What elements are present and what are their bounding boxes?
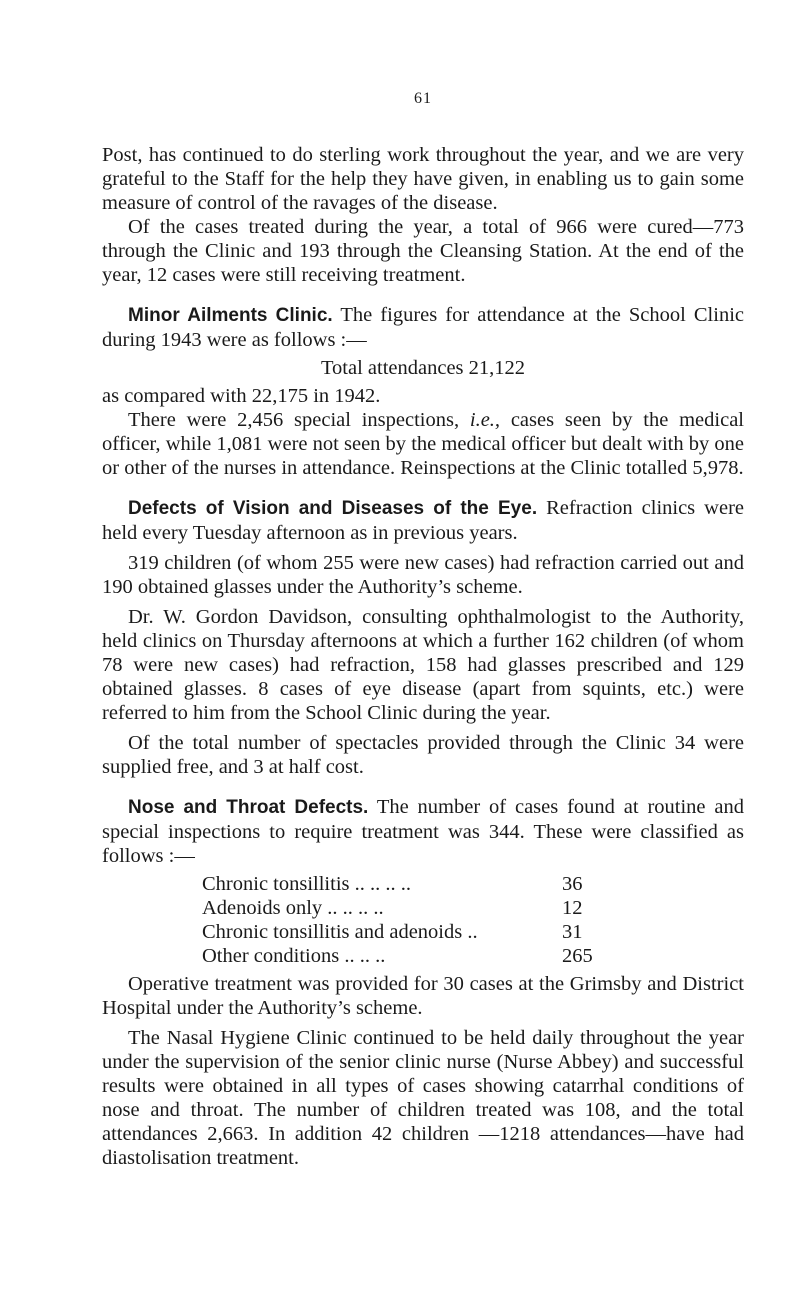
row-label: Chronic tonsillitis and adenoids .. <box>202 921 478 943</box>
row-label: Adenoids only .. .. .. .. <box>202 897 384 919</box>
special-text-1: There were 2,456 special inspections, <box>128 409 470 431</box>
paragraph-minor-ailments <box>102 303 744 352</box>
page-number: 61 <box>414 90 432 107</box>
paragraph-special-inspections <box>102 408 744 480</box>
paragraph-operative: Operative treatment was provided for 30 cases at the Grimsby and District Hospital under the Authority’s scheme. <box>102 973 744 1019</box>
paragraph-compared: as compared with 22,175 in 1942. <box>102 385 381 407</box>
table-row <box>202 944 593 968</box>
minor-ailments-text: The figures for attendance at the School Clinic during 1943 were as follows :— <box>102 304 744 351</box>
paragraph-spectacles: Of the total number of spectacles provided through the Clinic 34 were supplied free, and 3 at half cost. <box>102 732 744 778</box>
paragraph-nasal-hygiene: The Nasal Hygiene Clinic continued to be held daily throughout the year under the supervision of the senior clinic nurse (Nurse Abbey) and successful results were obtained in all types of cases showing catarrhal conditions of nose and throat. The number of children treated was 108, and the total attendances 2,663. In addition 42 children —1218 attendances—have had diastolisation treatment. <box>102 1027 744 1169</box>
table-row <box>202 872 593 896</box>
page-body <box>102 143 744 1170</box>
paragraph-nose-throat <box>102 795 744 868</box>
row-value: 265 <box>562 945 593 967</box>
row-label: Other conditions .. .. .. <box>202 945 386 967</box>
row-label: Chronic tonsillitis .. .. .. .. <box>202 873 411 895</box>
paragraph-cases-cured: Of the cases treated during the year, a total of 966 were cured—773 through the Clinic and 193 through the Cleansing Station. At the end of the year, 12 cases were still receiving treatment. <box>102 216 744 286</box>
row-value: 36 <box>562 873 583 895</box>
total-attendances: Total attendances 21,122 <box>320 357 526 379</box>
special-ie: i.e., <box>469 409 501 431</box>
paragraph-davidson: Dr. W. Gordon Davidson, consulting ophthalmologist to the Authority, held clinics on Thursday afternoons at which a further 162 children (of whom 78 were new cases) had refraction, 158 had glasses prescribed and 129 obtained glasses. 8 cases of eye disease (apart from squints, etc.) were referred to him from the School Clinic during the year. <box>102 606 744 724</box>
heading-minor-ailments: Minor Ailments Clinic. <box>128 305 333 326</box>
paragraph-refraction: 319 children (of whom 255 were new cases) had refraction carried out and 190 obtained glasses under the Authority’s scheme. <box>102 552 744 598</box>
special-text-2: cases seen by the medical officer, while 1,081 were not seen by the medical officer but dealt with by one or other of the nurses in attendance. Reinspections at the Clinic totalled 5,978. <box>102 409 744 479</box>
heading-nose-throat: Nose and Throat Defects. <box>128 797 369 818</box>
row-value: 12 <box>562 897 583 919</box>
nose-throat-table <box>202 872 593 968</box>
table-row <box>202 896 593 920</box>
row-value: 31 <box>562 921 583 943</box>
nose-throat-text: The number of cases found at routine and special inspections to require treatment was 344. These were classified as follows :— <box>102 796 744 867</box>
paragraph-vision <box>102 496 744 545</box>
paragraph-continuation: Post, has continued to do sterling work throughout the year, and we are very grateful to the Staff for the help they have given, in enabling us to gain some measure of control of the ravages of the disease. <box>102 144 744 214</box>
heading-vision: Defects of Vision and Diseases of the Eye. <box>128 498 538 519</box>
vision-text: Refraction clinics were held every Tuesday afternoon as in previous years. <box>102 497 744 544</box>
table-row <box>202 920 593 944</box>
